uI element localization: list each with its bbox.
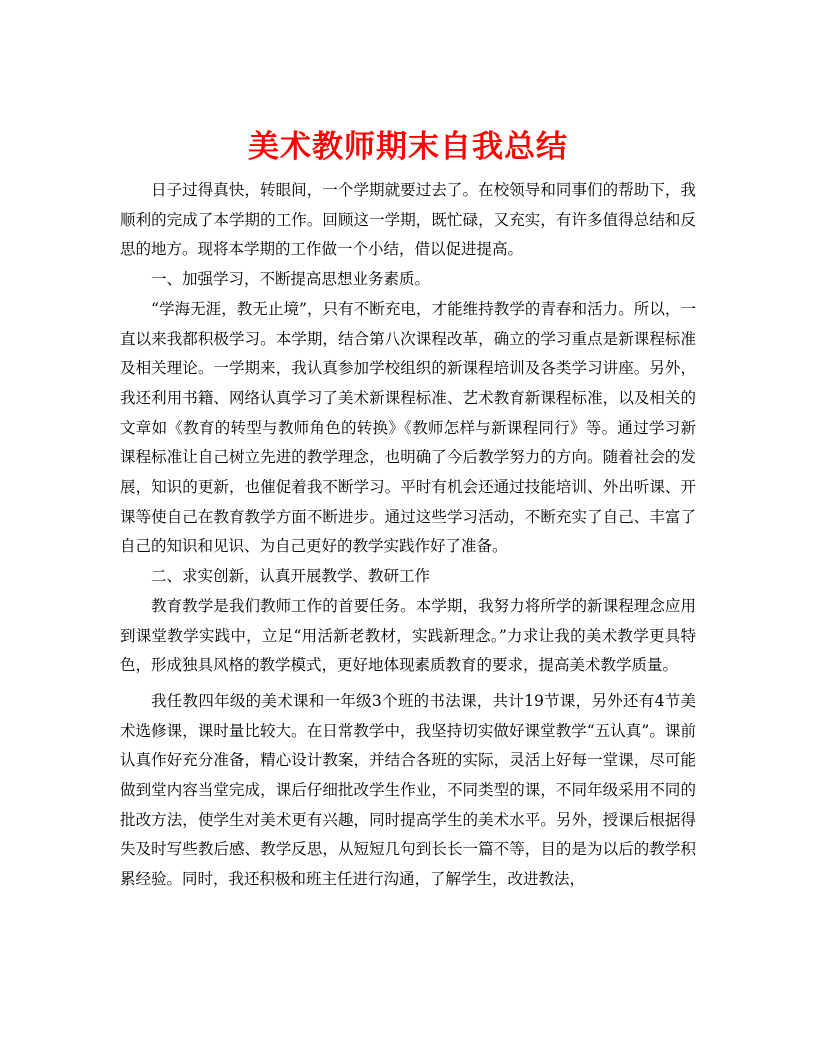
paragraph-teaching-task: 教育教学是我们教师工作的首要任务。本学期，我努力将所学的新课程理念应用到课堂教学实践中，立足“用活新老教材，实践新理念。”力求让我的美术教学更具特色，形成独具风格的教学模式，更好地体现素质教育的要求，提高美术教学质量。	[120, 596, 696, 675]
paragraph-course-load: 我任教四年级的美术课和一年级3个班的书法课，共计19节课，另外还有4节美术选修课，课时量比较大。在日常教学中，我坚持切实做好课堂教学“五认真”。课前认真作好充分准备，精心设计教案，并结合各班的实际，灵活上好每一堂课，尽可能做到堂内容当堂完成，课后仔细批改学生作业，不同类型的课，不同年级采用不同的批改方法，使学生对美术更有兴趣，同时提高学生的美术水平。另外，授课后根据得失及时写些教后感、教学反思，从短短几句到长长一篇不等，目的是为以后的教学积累经验。同时，我还积极和班主任进行沟通，了解学生，改进教法，	[120, 691, 696, 889]
paragraph-study: “学海无涯，教无止境”，只有不断充电，才能维持教学的青春和活力。所以，一直以来我都积极学习。本学期，结合第八次课程改革，确立的学习重点是新课程标准及相关理论。一学期来，我认真参加学校组织的新课程培训及各类学习讲座。另外，我还利用书籍、网络认真学习了美术新课程标准、艺术教育新课程标准，以及相关的文章如《教育的转型与教师角色的转换》《教师怎样与新课程同行》等。通过学习新课程标准让自己树立先进的教学理念，也明确了今后教学努力的方向。随着社会的发展，知识的更新，也催促着我不断学习。平时有机会还通过技能培训、外出听课、开课等使自己在教育教学方面不断进步。通过这些学习活动，不断充实了自己、丰富了自己的知识和见识、为自己更好的教学实践作好了准备。	[120, 299, 696, 556]
document-title: 美术教师期末自我总结	[248, 128, 568, 165]
document-body	[120, 176, 696, 895]
section-heading-1: 一、加强学习，不断提高思想业务素质。	[151, 270, 431, 289]
section-heading-2: 二、求实创新，认真开展教学、教研工作	[151, 567, 431, 586]
paragraph-intro: 日子过得真快，转眼间，一个学期就要过去了。在校领导和同事们的帮助下，我顺利的完成了本学期的工作。回顾这一学期，既忙碌，又充实，有许多值得总结和反思的地方。现将本学期的工作做一个小结，借以促进提高。	[120, 181, 696, 259]
